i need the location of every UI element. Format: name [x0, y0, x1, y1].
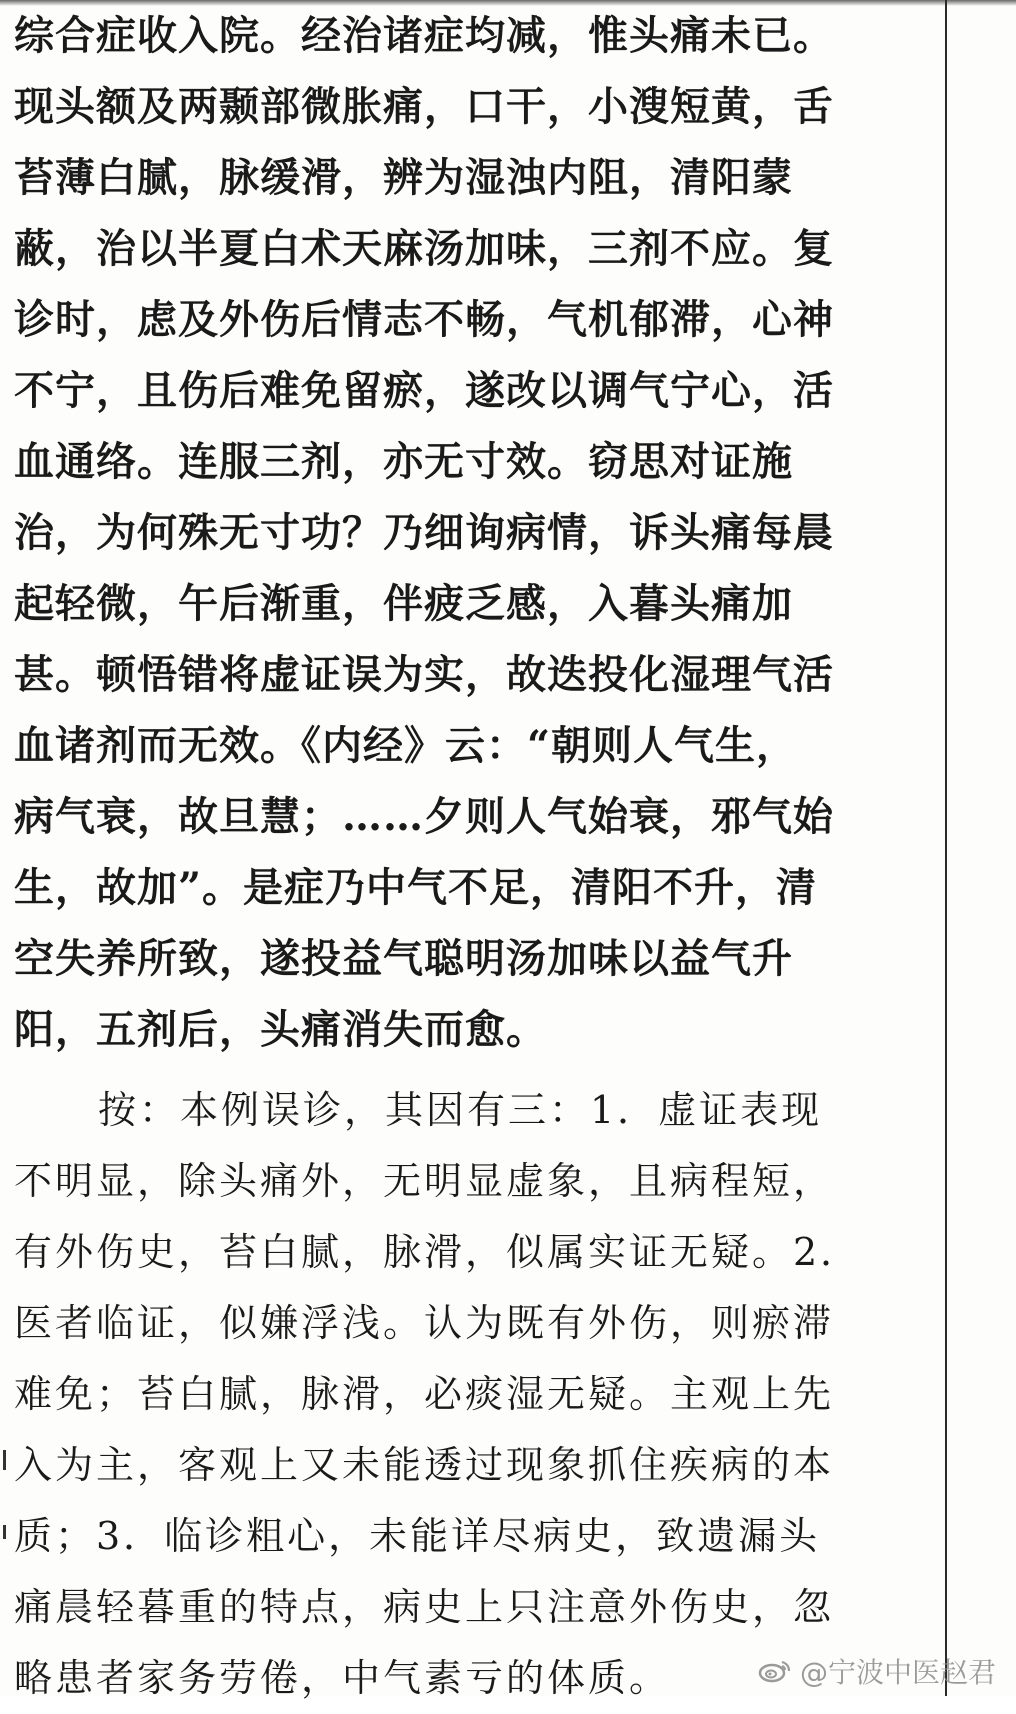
case-narrative-paragraph — [14, 0, 944, 1065]
text-line: 生，故加”。是症乃中气不足，清阳不升，清 — [14, 864, 818, 911]
weibo-logo-icon — [758, 1659, 792, 1683]
text-line: 蔽，治以半夏白术天麻汤加味，三剂不应。复 — [14, 225, 834, 272]
text-line: 有外伤史，苔白腻，脉滑，似属实证无疑。2． — [14, 1230, 862, 1274]
text-line: 诊时，虑及外伤后情志不畅，气机郁滞，心神 — [14, 296, 834, 343]
commentary-paragraph — [14, 1075, 944, 1714]
text-line: 不宁，且伤后难免留瘀，遂改以调气宁心，活 — [14, 367, 834, 414]
text-line: 血诸剂而无效。《内经》云：“朝则人气生， — [14, 722, 798, 769]
text-line: 质；3．临诊粗心，未能详尽病史，致遗漏头 — [14, 1514, 821, 1558]
text-line: 病气衰，故旦慧；……夕则人气始衰，邪气始 — [14, 793, 834, 840]
text-line: 痛晨轻暮重的特点，病史上只注意外伤史，忽 — [14, 1585, 835, 1629]
text-line: 现头额及两颞部微胀痛，口干，小溲短黄，舌 — [14, 83, 834, 130]
text-line: 入为主，客观上又未能透过现象抓住疾病的本 — [14, 1443, 835, 1487]
watermark-text: @宁波中医赵君 — [799, 1656, 996, 1689]
text-line: 甚。顿悟错将虚证误为实，故迭投化湿理气活 — [14, 651, 834, 698]
text-line: 难免；苔白腻，脉滑，必痰湿无疑。主观上先 — [14, 1372, 835, 1416]
text-line: 苔薄白腻，脉缓滑，辨为湿浊内阻，清阳蒙 — [14, 154, 793, 201]
scan-speck — [3, 1450, 6, 1470]
text-line: 医者临证，似嫌浮浅。认为既有外伤，则瘀滞 — [14, 1301, 835, 1345]
text-line: 略患者家务劳倦，中气素亏的体质。 — [14, 1656, 671, 1700]
text-line: 综合症收入院。经治诸症均减，惟头痛未已。 — [14, 12, 834, 59]
text-line: 空失养所致，遂投益气聪明汤加味以益气升 — [14, 935, 793, 982]
text-line: 阳，五剂后，头痛消失而愈。 — [14, 1006, 547, 1053]
page-right-rule — [945, 0, 947, 1696]
text-line: 按：本例误诊，其因有三：1．虚证表现 — [98, 1088, 823, 1132]
text-line: 不明显，除头痛外，无明显虚象，且病程短， — [14, 1159, 835, 1203]
watermark — [758, 1652, 996, 1690]
scan-speck — [3, 1525, 6, 1539]
text-line: 起轻微，午后渐重，伴疲乏感，入暮头痛加 — [14, 580, 793, 627]
text-line: 治，为何殊无寸功？乃细询病情，诉头痛每晨 — [14, 509, 834, 556]
text-line: 血通络。连服三剂，亦无寸效。窃思对证施 — [14, 438, 793, 485]
